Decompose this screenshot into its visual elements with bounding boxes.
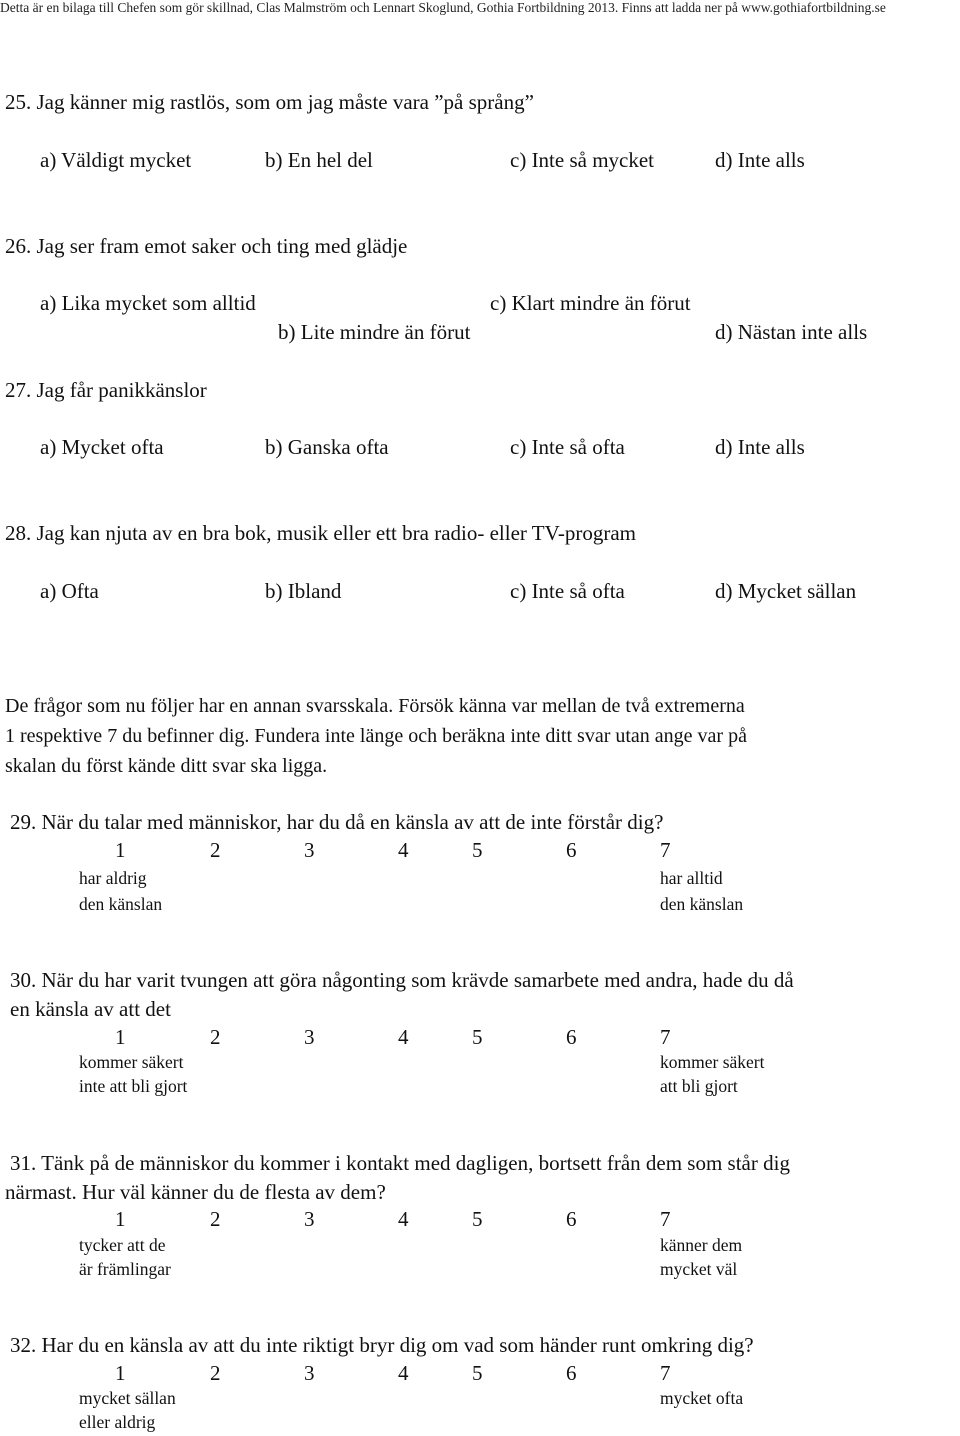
q30-scale-4[interactable]: 4 bbox=[398, 1025, 409, 1049]
q30-low-label-2: inte att bli gjort bbox=[79, 1076, 188, 1096]
q31-scale-7[interactable]: 7 bbox=[660, 1207, 671, 1231]
q32-scale-2[interactable]: 2 bbox=[210, 1361, 221, 1385]
q31-high-label-1: känner dem bbox=[660, 1235, 743, 1255]
q31-scale-4[interactable]: 4 bbox=[398, 1207, 409, 1231]
question-31-line-1: 31. Tänk på de människor du kommer i kontakt med dagligen, bortsett från dem som står dig bbox=[10, 1151, 790, 1175]
instructions-line-3: skalan du först kände ditt svar ska ligga. bbox=[5, 755, 328, 777]
q27-option-c: c) Inte så ofta bbox=[510, 435, 625, 459]
q31-scale-1[interactable]: 1 bbox=[115, 1207, 126, 1231]
q26-option-c: c) Klart mindre än förut bbox=[490, 291, 691, 315]
q32-low-label-1: mycket sällan bbox=[79, 1388, 176, 1408]
q29-scale-3[interactable]: 3 bbox=[304, 838, 315, 862]
q28-option-b: b) Ibland bbox=[265, 579, 342, 603]
q31-low-label-1: tycker att de bbox=[79, 1235, 166, 1255]
q27-option-b: b) Ganska ofta bbox=[265, 435, 389, 459]
q32-scale-5[interactable]: 5 bbox=[472, 1361, 483, 1385]
q27-option-d: d) Inte alls bbox=[715, 435, 805, 459]
q29-low-label-2: den känslan bbox=[79, 894, 163, 914]
question-25: 25. Jag känner mig rastlös, som om jag måste vara ”på språng” bbox=[5, 90, 534, 114]
q30-high-label-1: kommer säkert bbox=[660, 1052, 765, 1072]
q32-high-label-1: mycket ofta bbox=[660, 1388, 744, 1408]
q28-option-d: d) Mycket sällan bbox=[715, 579, 857, 603]
q29-scale-6[interactable]: 6 bbox=[566, 838, 577, 862]
q27-option-a: a) Mycket ofta bbox=[40, 435, 164, 459]
q29-scale-7[interactable]: 7 bbox=[660, 838, 671, 862]
page-header: Detta är en bilaga till Chefen som gör skillnad, Clas Malmström och Lennart Skoglund, Gothia Fortbildning 2013. Finns att ladda ner på www.gothiafortbildning.se bbox=[0, 0, 886, 15]
q26-option-b: b) Lite mindre än förut bbox=[278, 320, 471, 344]
q31-scale-2[interactable]: 2 bbox=[210, 1207, 221, 1231]
q31-scale-5[interactable]: 5 bbox=[472, 1207, 483, 1231]
question-30-line-2: en känsla av att det bbox=[10, 997, 171, 1021]
q29-low-label-1: har aldrig bbox=[79, 868, 147, 888]
q28-option-a: a) Ofta bbox=[40, 579, 99, 603]
q30-scale-2[interactable]: 2 bbox=[210, 1025, 221, 1049]
instructions-line-1: De frågor som nu följer har en annan svarsskala. Försök känna var mellan de två extremerna bbox=[5, 695, 745, 717]
q32-scale-4[interactable]: 4 bbox=[398, 1361, 409, 1385]
q30-scale-5[interactable]: 5 bbox=[472, 1025, 483, 1049]
q25-option-a: a) Väldigt mycket bbox=[40, 148, 192, 172]
question-26: 26. Jag ser fram emot saker och ting med glädje bbox=[5, 234, 408, 258]
instructions-line-2: 1 respektive 7 du befinner dig. Fundera inte länge och beräkna inte ditt svar utan ange var på bbox=[5, 725, 747, 747]
q25-option-b: b) En hel del bbox=[265, 148, 373, 172]
question-29: 29. När du talar med människor, har du då en känsla av att de inte förstår dig? bbox=[10, 810, 664, 834]
q30-scale-7[interactable]: 7 bbox=[660, 1025, 671, 1049]
q29-high-label-2: den känslan bbox=[660, 894, 744, 914]
q30-high-label-2: att bli gjort bbox=[660, 1076, 738, 1096]
q30-scale-3[interactable]: 3 bbox=[304, 1025, 315, 1049]
q31-high-label-2: mycket väl bbox=[660, 1259, 738, 1279]
q26-option-d: d) Nästan inte alls bbox=[715, 320, 868, 344]
q30-scale-1[interactable]: 1 bbox=[115, 1025, 126, 1049]
q29-high-label-1: har alltid bbox=[660, 868, 723, 888]
q31-scale-6[interactable]: 6 bbox=[566, 1207, 577, 1231]
q25-option-d: d) Inte alls bbox=[715, 148, 805, 172]
q31-scale-3[interactable]: 3 bbox=[304, 1207, 315, 1231]
question-31-line-2: närmast. Hur väl känner du de flesta av dem? bbox=[5, 1180, 386, 1204]
q28-option-c: c) Inte så ofta bbox=[510, 579, 625, 603]
q32-scale-1[interactable]: 1 bbox=[115, 1361, 126, 1385]
q25-option-c: c) Inte så mycket bbox=[510, 148, 655, 172]
q32-low-label-2: eller aldrig bbox=[79, 1412, 156, 1432]
q32-scale-6[interactable]: 6 bbox=[566, 1361, 577, 1385]
q29-scale-1[interactable]: 1 bbox=[115, 838, 126, 862]
q29-scale-5[interactable]: 5 bbox=[472, 838, 483, 862]
q29-scale-4[interactable]: 4 bbox=[398, 838, 409, 862]
question-32: 32. Har du en känsla av att du inte riktigt bryr dig om vad som händer runt omkring dig? bbox=[10, 1333, 754, 1357]
q29-scale-2[interactable]: 2 bbox=[210, 838, 221, 862]
q26-option-a: a) Lika mycket som alltid bbox=[40, 291, 256, 315]
question-30-line-1: 30. När du har varit tvungen att göra någonting som krävde samarbete med andra, hade du då bbox=[10, 968, 794, 992]
q32-scale-3[interactable]: 3 bbox=[304, 1361, 315, 1385]
q30-scale-6[interactable]: 6 bbox=[566, 1025, 577, 1049]
q31-low-label-2: är främlingar bbox=[79, 1259, 171, 1279]
question-28: 28. Jag kan njuta av en bra bok, musik eller ett bra radio- eller TV-program bbox=[5, 521, 636, 545]
q32-scale-7[interactable]: 7 bbox=[660, 1361, 671, 1385]
q30-low-label-1: kommer säkert bbox=[79, 1052, 184, 1072]
question-27: 27. Jag får panikkänslor bbox=[5, 378, 207, 402]
